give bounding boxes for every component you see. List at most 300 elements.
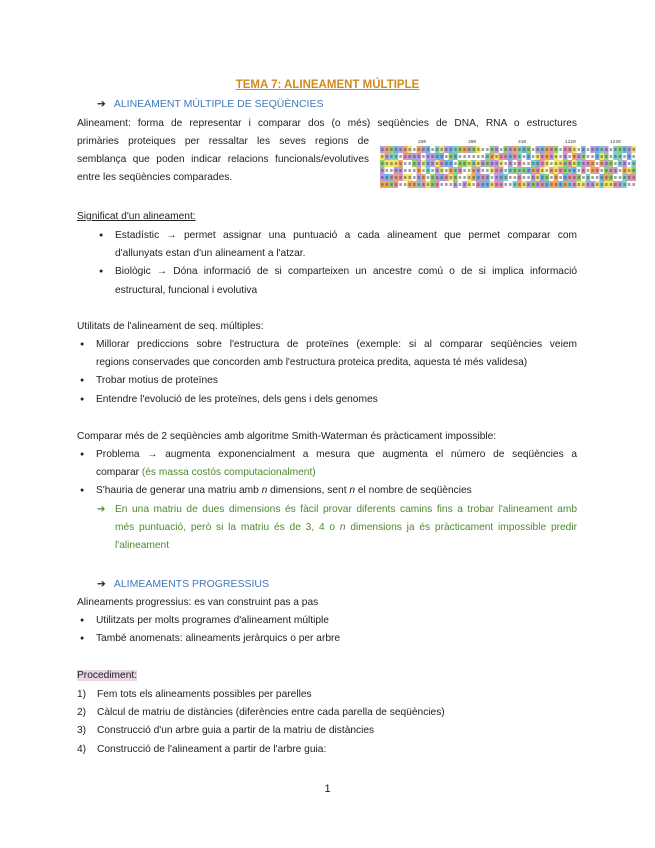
- residue-glyph: [610, 183, 613, 186]
- list-item: ● Trobar motius de proteïnes: [96, 372, 577, 390]
- residue-glyph: [573, 176, 576, 179]
- residue-glyph: [514, 148, 517, 151]
- text: dimensions ja és pràcticament impossible predir: [345, 522, 577, 534]
- definition-line-1: Alineament: forma de representar i comparar dos (o més) seqüències de DNA, RNA o estructures: [77, 118, 577, 129]
- residue-glyph: [536, 148, 539, 151]
- residue-glyph: [546, 169, 549, 172]
- residue-glyph: [568, 148, 571, 151]
- residue-glyph: [418, 155, 421, 158]
- residue-glyph: [518, 155, 521, 158]
- residue-glyph: [591, 162, 594, 165]
- tick-label: 290: [418, 140, 427, 145]
- residue-glyph: [596, 162, 599, 165]
- residue-glyph: [459, 162, 462, 165]
- residue-glyph: [431, 169, 434, 172]
- residue-glyph: [422, 162, 425, 165]
- residue-glyph: [523, 148, 526, 151]
- list-item: [96, 482, 577, 500]
- residue-glyph: [600, 176, 603, 179]
- residue-glyph: [619, 183, 622, 186]
- residue-glyph: [482, 148, 485, 151]
- residue-glyph: [408, 176, 411, 179]
- text: En una matriu de dues dimensions és fàcil provar diferents camins fins a trobar l'alineament amb: [115, 504, 577, 515]
- residue-glyph: [527, 176, 530, 179]
- residue-glyph: [600, 162, 603, 165]
- residue-glyph: [472, 155, 475, 158]
- residue-glyph: [445, 155, 448, 158]
- residue-glyph: [596, 148, 599, 151]
- residue-glyph: [454, 169, 457, 172]
- residue-glyph: [564, 169, 567, 172]
- residue-glyph: [445, 162, 448, 165]
- residue-glyph: [628, 148, 631, 151]
- residue-glyph: [632, 162, 635, 165]
- residue-glyph: [536, 176, 539, 179]
- residue-glyph: [532, 162, 535, 165]
- residue-glyph: [459, 176, 462, 179]
- residue-glyph: [587, 155, 590, 158]
- residue-glyph: [495, 169, 498, 172]
- step-item: [77, 741, 577, 759]
- step-item: [77, 704, 577, 722]
- residue-glyph: [591, 169, 594, 172]
- residue-glyph: [459, 148, 462, 151]
- residue-glyph: [587, 183, 590, 186]
- residue-glyph: [518, 169, 521, 172]
- step-number: 1): [77, 689, 87, 700]
- variable-n: n: [261, 485, 268, 497]
- residue-glyph: [546, 176, 549, 179]
- residue-glyph: [395, 148, 398, 151]
- residue-glyph: [605, 176, 608, 179]
- progressive-intro: Alineaments progressius: es van construint pas a pas: [77, 597, 319, 608]
- residue-glyph: [578, 169, 581, 172]
- residue-glyph: [482, 183, 485, 186]
- residue-glyph: [514, 155, 517, 158]
- residue-glyph: [440, 176, 443, 179]
- residue-glyph: [596, 183, 599, 186]
- residue-glyph: [610, 162, 613, 165]
- residue-glyph: [408, 155, 411, 158]
- comparar-sub-item: [97, 501, 577, 556]
- residue-glyph: [610, 176, 613, 179]
- residue-glyph: [386, 155, 389, 158]
- residue-glyph: [619, 155, 622, 158]
- residue-glyph: [463, 148, 466, 151]
- residue-glyph: [596, 169, 599, 172]
- residue-glyph: [418, 169, 421, 172]
- residue-glyph: [450, 162, 453, 165]
- residue-glyph: [459, 183, 462, 186]
- residue-glyph: [555, 148, 558, 151]
- residue-glyph: [568, 155, 571, 158]
- arrow-icon: ➔: [97, 98, 106, 110]
- residue-glyph: [582, 183, 585, 186]
- residue-glyph: [564, 176, 567, 179]
- residue-glyph: [596, 155, 599, 158]
- residue-glyph: [504, 148, 507, 151]
- residue-glyph: [504, 162, 507, 165]
- residue-glyph: [422, 148, 425, 151]
- residue-glyph: [628, 155, 631, 158]
- residue-glyph: [523, 155, 526, 158]
- residue-glyph: [587, 148, 590, 151]
- residue-glyph: [568, 169, 571, 172]
- residue-glyph: [628, 176, 631, 179]
- residue-glyph: [504, 183, 507, 186]
- residue-glyph: [578, 183, 581, 186]
- residue-glyph: [605, 148, 608, 151]
- significat-list: [115, 227, 577, 300]
- residue-glyph: [518, 162, 521, 165]
- residue-glyph: [454, 183, 457, 186]
- residue-glyph: [555, 183, 558, 186]
- residue-glyph: [440, 162, 443, 165]
- residue-glyph: [399, 155, 402, 158]
- residue-glyph: [632, 176, 635, 179]
- residue-glyph: [454, 176, 457, 179]
- residue-glyph: [427, 155, 430, 158]
- section-heading-multiple-alignment: [97, 95, 323, 113]
- sub-item-line: [115, 519, 577, 537]
- residue-glyph: [495, 148, 498, 151]
- residue-glyph: [422, 176, 425, 179]
- section-heading-text: ALINEAMENT MÚLTIPLE DE SEQÜÈNCIES: [113, 98, 324, 110]
- arrow-icon: ➔: [97, 504, 106, 515]
- step-number: 4): [77, 743, 87, 755]
- residue-glyph: [550, 162, 553, 165]
- residue-glyph: [477, 183, 480, 186]
- residue-glyph: [523, 183, 526, 186]
- residue-glyph: [404, 183, 407, 186]
- residue-glyph: [463, 155, 466, 158]
- residue-glyph: [491, 162, 494, 165]
- residue-glyph: [500, 169, 503, 172]
- residue-glyph: [413, 183, 416, 186]
- text: S'hauria de generar una matriu amb: [96, 485, 262, 497]
- step-text: Càlcul de matriu de distàncies (diferències entre cada parella de seqüències): [97, 707, 445, 719]
- residue-glyph: [436, 176, 439, 179]
- residue-glyph: [399, 183, 402, 186]
- residue-glyph: [399, 162, 402, 165]
- residue-glyph: [619, 176, 622, 179]
- residue-glyph: [628, 162, 631, 165]
- residue-glyph: [514, 162, 517, 165]
- residue-glyph: [614, 183, 617, 186]
- residue-glyph: [495, 183, 498, 186]
- residue-glyph: [527, 148, 530, 151]
- residue-glyph: [418, 162, 421, 165]
- residue-glyph: [568, 183, 571, 186]
- residue-glyph: [500, 148, 503, 151]
- step-item: [77, 686, 577, 704]
- residue-glyph: [395, 176, 398, 179]
- note-text: (és massa costós computacionalment): [141, 467, 316, 479]
- residue-glyph: [591, 155, 594, 158]
- residue-glyph: [500, 183, 503, 186]
- text: dimensions, sent: [267, 485, 350, 497]
- residue-glyph: [546, 155, 549, 158]
- residue-glyph: [632, 148, 635, 151]
- residue-glyph: [523, 176, 526, 179]
- residue-glyph: [523, 162, 526, 165]
- residue-glyph: [422, 183, 425, 186]
- residue-glyph: [559, 162, 562, 165]
- residue-glyph: [472, 169, 475, 172]
- residue-glyph: [431, 155, 434, 158]
- residue-glyph: [408, 162, 411, 165]
- residue-glyph: [386, 162, 389, 165]
- residue-glyph: [450, 176, 453, 179]
- residue-glyph: [390, 162, 393, 165]
- residue-glyph: [404, 148, 407, 151]
- residue-glyph: [518, 176, 521, 179]
- comparar-heading: Comparar més de 2 seqüències amb algoritme Smith-Waterman és pràcticament impossible:: [77, 431, 497, 442]
- residue-glyph: [413, 155, 416, 158]
- arrow-icon: ➔: [97, 578, 106, 590]
- residue-glyph: [390, 176, 393, 179]
- residue-glyph: [610, 148, 613, 151]
- residue-glyph: [422, 155, 425, 158]
- residue-glyph: [482, 155, 485, 158]
- residue-glyph: [559, 176, 562, 179]
- residue-glyph: [600, 155, 603, 158]
- residue-glyph: [477, 162, 480, 165]
- residue-glyph: [399, 169, 402, 172]
- residue-glyph: [482, 176, 485, 179]
- residue-glyph: [399, 176, 402, 179]
- residue-glyph: [454, 148, 457, 151]
- variable-n: n: [339, 522, 346, 534]
- residue-glyph: [509, 162, 512, 165]
- residue-glyph: [491, 176, 494, 179]
- residue-glyph: [619, 162, 622, 165]
- list-item-continuation: [96, 464, 577, 482]
- residue-glyph: [600, 183, 603, 186]
- residue-glyph: [381, 183, 384, 186]
- residue-glyph: [632, 155, 635, 158]
- list-item: ● Millorar prediccions sobre l'estructura de proteïnes (exemple: si al comparar seqüències veiem: [96, 336, 577, 354]
- step-text: Fem tots els alineaments possibles per parelles: [97, 689, 312, 700]
- residue-glyph: [587, 169, 590, 172]
- residue-glyph: [619, 169, 622, 172]
- residue-glyph: [632, 169, 635, 172]
- residue-glyph: [509, 183, 512, 186]
- residue-glyph: [495, 155, 498, 158]
- residue-glyph: [390, 148, 393, 151]
- residue-glyph: [564, 155, 567, 158]
- residue-glyph: [527, 162, 530, 165]
- residue-glyph: [536, 169, 539, 172]
- residue-glyph: [436, 148, 439, 151]
- residue-glyph: [632, 183, 635, 186]
- residue-glyph: [418, 148, 421, 151]
- residue-glyph: [413, 148, 416, 151]
- residue-glyph: [536, 183, 539, 186]
- residue-glyph: [436, 162, 439, 165]
- residue-glyph: [390, 169, 393, 172]
- list-item: ● Entendre l'evolució de les proteïnes, dels gens i dels genomes: [96, 391, 577, 409]
- residue-glyph: [459, 155, 462, 158]
- residue-glyph: [509, 155, 512, 158]
- residue-glyph: [495, 176, 498, 179]
- residue-glyph: [614, 176, 617, 179]
- residue-glyph: [623, 155, 626, 158]
- residue-glyph: [541, 155, 544, 158]
- residue-glyph: [600, 169, 603, 172]
- residue-glyph: [450, 155, 453, 158]
- residue-glyph: [614, 162, 617, 165]
- residue-glyph: [454, 155, 457, 158]
- residue-glyph: [555, 169, 558, 172]
- residue-glyph: [386, 183, 389, 186]
- residue-glyph: [454, 162, 457, 165]
- sub-item-line: l'alineament: [115, 540, 170, 552]
- list-item: ● Utilitzats per molts programes d'alineament múltiple: [96, 612, 577, 630]
- residue-glyph: [564, 162, 567, 165]
- residue-glyph: [390, 155, 393, 158]
- sequence-alignment-figure: [380, 137, 636, 189]
- residue-glyph: [431, 183, 434, 186]
- residue-glyph: [491, 183, 494, 186]
- residue-glyph: [486, 162, 489, 165]
- residue-glyph: [582, 155, 585, 158]
- residue-glyph: [463, 162, 466, 165]
- residue-glyph: [559, 148, 562, 151]
- residue-glyph: [395, 183, 398, 186]
- step-number: 2): [77, 707, 87, 719]
- residue-glyph: [591, 148, 594, 151]
- residue-glyph: [468, 176, 471, 179]
- residue-glyph: [536, 155, 539, 158]
- residue-glyph: [550, 176, 553, 179]
- residue-glyph: [532, 155, 535, 158]
- residue-glyph: [390, 183, 393, 186]
- residue-glyph: [504, 155, 507, 158]
- residue-glyph: [527, 155, 530, 158]
- list-item: ● Estadístic → permet assignar una puntuació a cada alineament que permet comparar com: [115, 227, 577, 245]
- list-item-continuation: estructural, funcional i evolutiva: [115, 284, 258, 296]
- progressive-list: [96, 612, 577, 648]
- residue-glyph: [500, 176, 503, 179]
- residue-glyph: [491, 155, 494, 158]
- residue-glyph: [518, 183, 521, 186]
- residue-glyph: [427, 162, 430, 165]
- residue-glyph: [436, 183, 439, 186]
- residue-glyph: [623, 183, 626, 186]
- residue-glyph: [582, 148, 585, 151]
- residue-glyph: [495, 162, 498, 165]
- residue-glyph: [431, 176, 434, 179]
- residue-glyph: [486, 148, 489, 151]
- residue-glyph: [381, 169, 384, 172]
- residue-glyph: [463, 169, 466, 172]
- residue-glyph: [509, 148, 512, 151]
- residue-glyph: [381, 176, 384, 179]
- residue-glyph: [578, 162, 581, 165]
- step-number: 3): [77, 725, 87, 737]
- residue-glyph: [482, 162, 485, 165]
- residue-glyph: [582, 162, 585, 165]
- residue-glyph: [550, 155, 553, 158]
- residue-glyph: [395, 169, 398, 172]
- residue-glyph: [477, 169, 480, 172]
- residue-glyph: [445, 169, 448, 172]
- residue-glyph: [523, 169, 526, 172]
- residue-glyph: [541, 148, 544, 151]
- residue-glyph: [395, 155, 398, 158]
- residue-glyph: [486, 155, 489, 158]
- residue-glyph: [596, 176, 599, 179]
- residue-glyph: [573, 183, 576, 186]
- residue-glyph: [440, 169, 443, 172]
- residue-glyph: [623, 169, 626, 172]
- residue-glyph: [450, 148, 453, 151]
- residue-glyph: [408, 183, 411, 186]
- residue-glyph: [614, 148, 617, 151]
- residue-glyph: [431, 148, 434, 151]
- residue-glyph: [404, 155, 407, 158]
- residue-glyph: [491, 169, 494, 172]
- residue-glyph: [440, 155, 443, 158]
- residue-glyph: [546, 162, 549, 165]
- residue-glyph: [436, 155, 439, 158]
- residue-glyph: [472, 148, 475, 151]
- residue-glyph: [459, 169, 462, 172]
- list-item-continuation: d'allunyats estan d'un alineament a l'atzar.: [115, 248, 306, 260]
- residue-glyph: [500, 155, 503, 158]
- residue-glyph: [514, 176, 517, 179]
- residue-glyph: [404, 162, 407, 165]
- residue-glyph: [491, 148, 494, 151]
- sub-item-line: [97, 501, 577, 519]
- residue-glyph: [600, 148, 603, 151]
- residue-glyph: [468, 183, 471, 186]
- residue-glyph: [550, 169, 553, 172]
- residue-glyph: [546, 183, 549, 186]
- residue-glyph: [582, 176, 585, 179]
- residue-glyph: [614, 155, 617, 158]
- page-number: 1: [324, 783, 331, 795]
- comparar-list: [96, 446, 577, 501]
- residue-glyph: [587, 162, 590, 165]
- variable-n: n: [349, 485, 356, 497]
- residue-glyph: [472, 162, 475, 165]
- residue-glyph: [527, 169, 530, 172]
- residue-glyph: [463, 176, 466, 179]
- residue-glyph: [381, 155, 384, 158]
- residue-glyph: [568, 162, 571, 165]
- procediment-heading: [77, 667, 137, 685]
- residue-glyph: [404, 169, 407, 172]
- residue-glyph: [386, 148, 389, 151]
- residue-glyph: [514, 169, 517, 172]
- residue-glyph: [532, 183, 535, 186]
- residue-glyph: [404, 176, 407, 179]
- residue-glyph: [623, 148, 626, 151]
- residue-glyph: [445, 183, 448, 186]
- residue-glyph: [559, 183, 562, 186]
- step-item: [77, 722, 577, 740]
- residue-glyph: [463, 183, 466, 186]
- residue-glyph: [477, 155, 480, 158]
- residue-glyph: [541, 183, 544, 186]
- residue-glyph: [482, 169, 485, 172]
- residue-glyph: [427, 183, 430, 186]
- definition-line-2: primàries proteiques per ressaltar les seves regions de: [77, 136, 369, 147]
- residue-glyph: [477, 176, 480, 179]
- residue-glyph: [578, 148, 581, 151]
